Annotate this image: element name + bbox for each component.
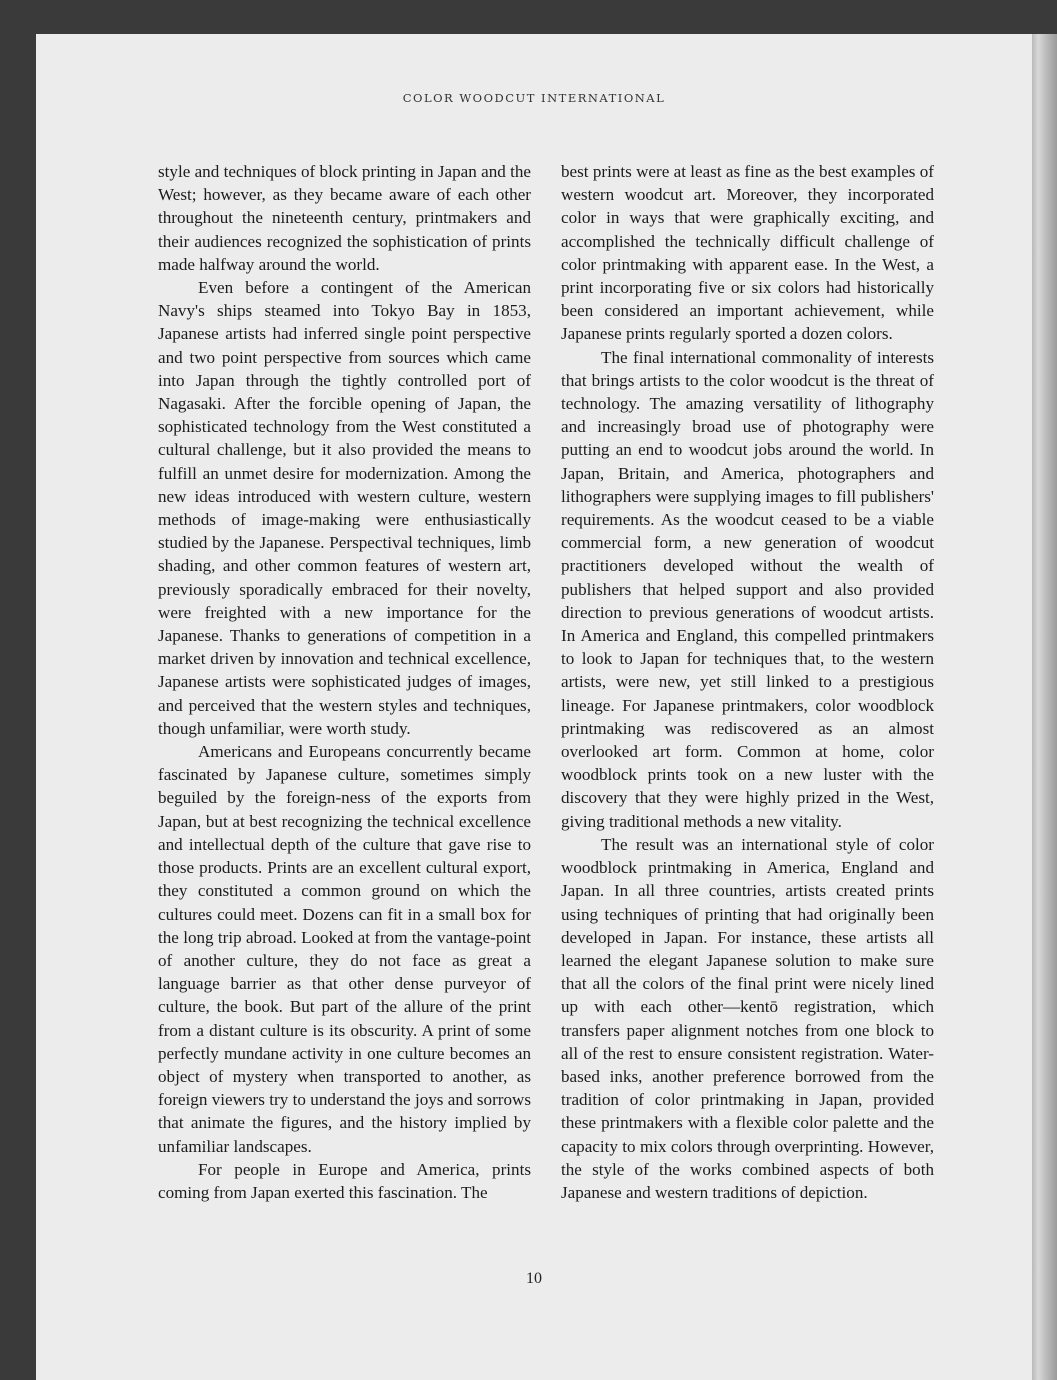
left-column [158, 160, 531, 1204]
paragraph: The result was an international style of color woodblock printmaking in America, England and Japan. In all three countries, artists created prints using techniques of printing that had originally been developed in Japan. For instance, these artists all learned the elegant Japanese solution to make sure that all the colors of the final print were nicely lined up with each other—kentō registration, which transfers paper alignment notches from one block to all of the rest to ensure consistent registration. Water-based inks, another preference borrowed from the tradition of color printmaking in Japan, provided these printmakers with a flexible color palette and the capacity to mix colors through overprinting. However, the style of the works combined aspects of both Japanese and western traditions of depiction. [561, 834, 934, 1202]
right-column [561, 160, 934, 1204]
page-number: 10 [526, 1270, 542, 1287]
paragraph: Even before a contingent of the American Navy's ships steamed into Tokyo Bay in 1853, Japanese artists had inferred single point perspective and two point perspective from sources which came into Japan through the tightly controlled port of Nagasaki. After the forcible opening of Japan, the sophisticated technology from the West constituted a cultural challenge, but it also provided the means to fulfill an unmet desire for modernization. Among the new ideas introduced with western culture, western methods of image-making were enthusiastically studied by the Japanese. Perspectival techniques, limb shading, and other common features of western art, previously sporadically embraced for their novelty, were freighted with a new importance for the Japanese. Thanks to generations of competition in a market driven by innovation and technical excellence, Japanese artists were sophisticated judges of images, and perceived that the western styles and techniques, though unfamiliar, were worth study. [158, 278, 531, 738]
paragraph: Americans and Europeans concurrently became fascinated by Japanese culture, sometimes simply beguiled by the foreign-ness of the exports from Japan, but at best recognizing the technical excellence and intellectual depth of the culture that gave rise to those products. Prints are an excellent cultural export, they constituted a common ground on which the cultures could meet. Dozens can fit in a small box for the long trip abroad. Looked at from the vantage-point of another culture, they do not face as great a language barrier as that other dense purveyor of culture, the book. But part of the allure of the print from a distant culture is its obscurity. A print of some perfectly mundane activity in one culture becomes an object of mystery when transported to another, as foreign viewers try to understand the joys and sorrows that animate the figures, and the history implied by unfamiliar landscapes. [158, 742, 531, 1156]
page-edge [1032, 34, 1057, 1380]
running-head: COLOR WOODCUT INTERNATIONAL [402, 91, 666, 105]
paragraph: The final international commonality of interests that brings artists to the color woodcut is the threat of technology. The amazing versatility of lithography and increasingly broad use of photography were putting an end to woodcut jobs around the world. In Japan, Britain, and America, photographers and lithographers were supplying images to fill publishers' requirements. As the woodcut ceased to be a viable commercial form, a new generation of woodcut practitioners developed without the wealth of publishers that helped support and also provided direction to previous generations of woodcut artists. In America and England, this compelled printmakers to look to Japan for techniques that, to the western artists, were new, yet still linked to a prestigious lineage. For Japanese printmakers, color woodblock printmaking was rediscovered as an almost overlooked art form. Common at home, color woodblock prints took on a new luster with the discovery that they were highly prized in the West, giving traditional methods a new vitality. [561, 347, 934, 831]
paragraph: best prints were at least as fine as the best examples of western woodcut art. Moreover, they incorporated color in ways that were graphically exciting, and accomplished the technically difficult challenge of color printmaking with apparent ease. In the West, a print incorporating five or six colors had historically been considered an important achievement, while Japanese prints regularly sported a dozen colors. [561, 162, 934, 344]
paragraph: style and techniques of block printing in Japan and the West; however, as they became aware of each other throughout the nineteenth century, printmakers and their audiences recognized the sophistication of prints made halfway around the world. [158, 162, 531, 274]
paragraph: For people in Europe and America, prints coming from Japan exerted this fascination. The [158, 1159, 531, 1202]
